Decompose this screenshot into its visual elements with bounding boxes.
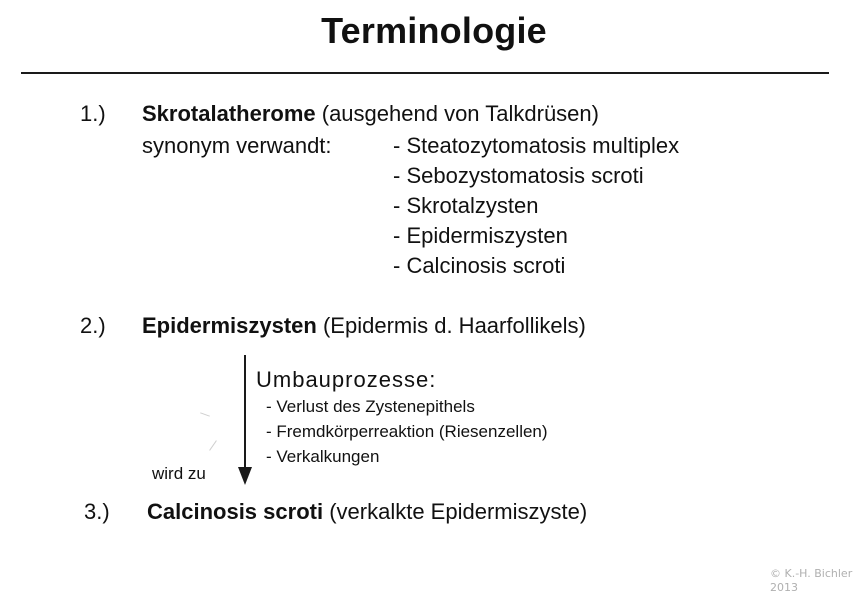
arrow-label: wird zu <box>152 464 206 483</box>
synonym-item: - Epidermiszysten <box>393 223 568 248</box>
section-3-heading <box>147 499 587 525</box>
section-1-term: Skrotalatherome <box>142 101 316 126</box>
section-2-note: (Epidermis d. Haarfollikels) <box>322 313 586 338</box>
section-3-note: (verkalkte Epidermiszyste) <box>329 499 588 524</box>
page-title: Terminologie <box>321 10 547 51</box>
synonym-item: - Skrotalzysten <box>393 193 539 218</box>
scan-mark <box>209 440 217 450</box>
section-1-heading <box>142 101 599 127</box>
down-arrow-line <box>244 355 246 471</box>
process-item: - Verkalkungen <box>266 447 380 466</box>
section-1-number: 1.) <box>80 101 106 126</box>
synonym-label: synonym verwandt: <box>142 133 332 158</box>
process-item: - Verlust des Zystenepithels <box>266 397 475 416</box>
down-arrow-icon <box>238 467 252 485</box>
section-2-heading <box>142 313 586 339</box>
copyright-author: © K.-H. Bichler <box>770 567 853 580</box>
scan-mark <box>200 412 210 416</box>
copyright-year: 2013 <box>770 581 798 594</box>
process-heading: Umbauprozesse: <box>256 367 437 392</box>
section-2-number: 2.) <box>80 313 106 338</box>
synonym-item: - Steatozytomatosis multiplex <box>393 133 680 158</box>
section-3-number: 3.) <box>84 499 110 524</box>
section-3-term: Calcinosis scroti <box>147 499 324 524</box>
synonym-item: - Calcinosis scroti <box>393 253 566 278</box>
title-divider <box>21 72 829 74</box>
process-item: - Fremdkörperreaktion (Riesenzellen) <box>266 422 548 441</box>
section-2-term: Epidermiszysten <box>142 313 317 338</box>
copyright-notice <box>770 567 852 595</box>
section-1-note: (ausgehend von Talkdrüsen) <box>321 101 599 126</box>
synonym-item: - Sebozystomatosis scroti <box>393 163 644 188</box>
